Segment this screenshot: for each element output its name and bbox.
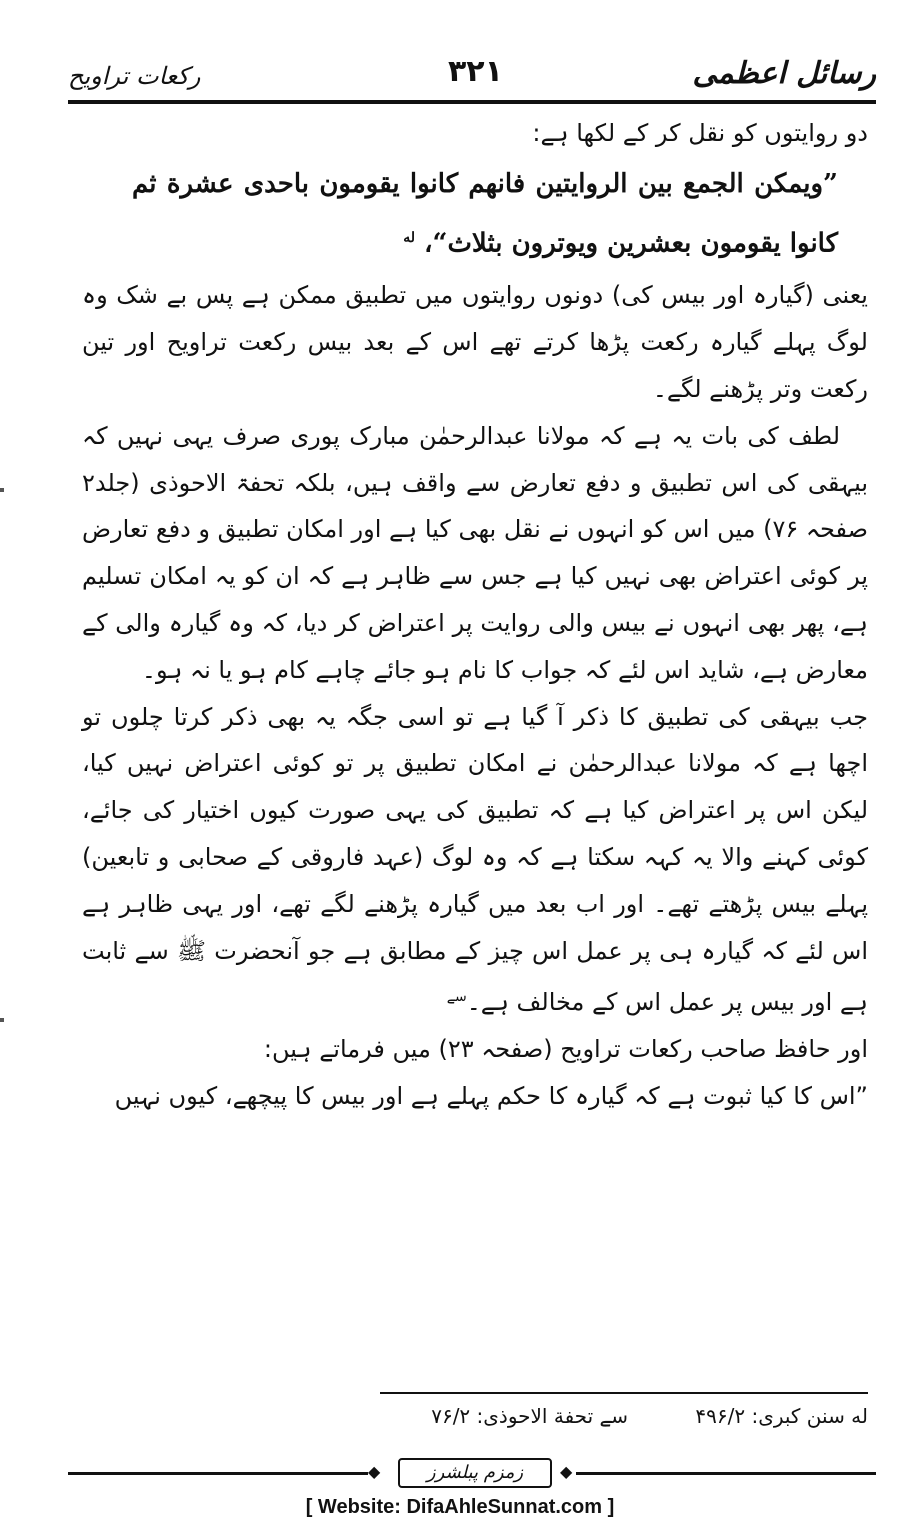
footnote-rule (380, 1392, 868, 1394)
footnote-marker-2: سے (446, 989, 467, 1006)
page-header (68, 48, 876, 100)
publisher-bar (68, 1458, 876, 1488)
paragraph-bayhaqi-text: جب بیہقی کی تطبیق کا ذکر آ گیا ہے تو اسی جگہ یہ بھی ذکر کرتا چلوں تو اچھا ہے کہ مولانا عبدالرحمٰن نے امکان تطبیق پر تو کوئی اعتراض نہیں کیا، لیکن اس پر اعتراض کیا ہے کہ تطبیق کی یہی صورت کیوں اختیار کی جائے، کوئی کہنے والا یہ کہہ سکتا ہے کہ وہ لوگ (عہد فاروقی کے صحابی و تابعین) پہلے بیس پڑھتے تھے۔ اور اب بعد میں گیارہ پڑھنے لگے تھے، اور یہی ظاہر ہے اس لئے کہ گیارہ ہی پر عمل اس چیز کے مطابق ہے جو آنحضرت ﷺ سے ثابت ہے اور بیس پر عمل اس کے مخالف ہے۔ (82, 702, 868, 1017)
footnotes (300, 1404, 868, 1440)
diamond-icon: ◆ (368, 1462, 381, 1481)
scan-edge-mark (0, 1018, 4, 1022)
chapter-topic: رکعات تراویح (68, 62, 201, 90)
intro-line: دو روایتوں کو نقل کر کے لکھا ہے: (532, 119, 868, 147)
website-credit: [ Website: DifaAhleSunnat.com ] (305, 1496, 615, 1518)
paragraph-translation: یعنی (گیارہ اور بیس کی) دونوں روایتوں میں تطبیق ممکن ہے پس بے شک وہ لوگ پہلے گیارہ رکعت پڑھا کرتے تھے اس کے بعد بیس رکعت تراویح اور تین رکعت وتر پڑھنے لگے۔ (82, 281, 868, 404)
paragraph-bayhaqi (82, 694, 868, 1027)
footnote-2: سے تحفة الاحوذی: ۷۶/۲ (431, 1404, 628, 1428)
diamond-icon: ◆ (560, 1462, 573, 1481)
book-title: رسائل اعظمی (692, 56, 876, 91)
publisher-logo: زمزم پبلشرز (398, 1458, 552, 1488)
body-text (82, 110, 868, 1340)
paragraph-mubarakpuri: لطف کی بات یہ ہے کہ مولانا عبدالرحمٰن مبارک پوری صرف یہی نہیں کہ بیہقی کی اس تطبیق و دفع تعارض سے واقف ہیں، بلکہ تحفۃ الاحوذی (جلد۲ صفحہ ۷۶) میں اس کو انہوں نے نقل بھی کیا ہے اور امکان تطبیق و دفع تعارض پر کوئی اعتراض بھی نہیں کیا ہے جس سے ظاہر ہے کہ ان کو یہ امکان تسلیم ہے، پھر بھی انہوں نے بیس والی روایت پر اعتراض کر دیا، کہ وہ گیارہ والی کے معارض ہے، شاید اس لئے کہ جواب کا نام ہو جائے چاہے کام ہو یا نہ ہو۔ (82, 421, 869, 684)
footnote-1: له سنن کبری: ۴۹۶/۲ (695, 1404, 868, 1428)
arabic-quote-text: ”ويمكن الجمع بين الروايتين فانهم كانوا يقومون باحدى عشرة ثم كانوا يقومون بعشرين ويوترون بثلاث“، (132, 168, 838, 259)
page-number: ۳۲۱ (448, 54, 503, 89)
scan-edge-mark (0, 488, 4, 492)
paragraph-quote: ”اس کا کیا ثبوت ہے کہ گیارہ کا حکم پہلے ہے اور بیس کا پیچھے، کیوں نہیں (114, 1082, 868, 1110)
publisher-line-right (576, 1472, 876, 1475)
footnote-marker-1: له (403, 229, 416, 246)
header-rule (68, 100, 876, 104)
paragraph-hafiz: اور حافظ صاحب رکعات تراویح (صفحہ ۲۳) میں فرماتے ہیں: (263, 1035, 868, 1064)
arabic-quote (82, 157, 868, 271)
publisher-line-left (68, 1472, 368, 1475)
